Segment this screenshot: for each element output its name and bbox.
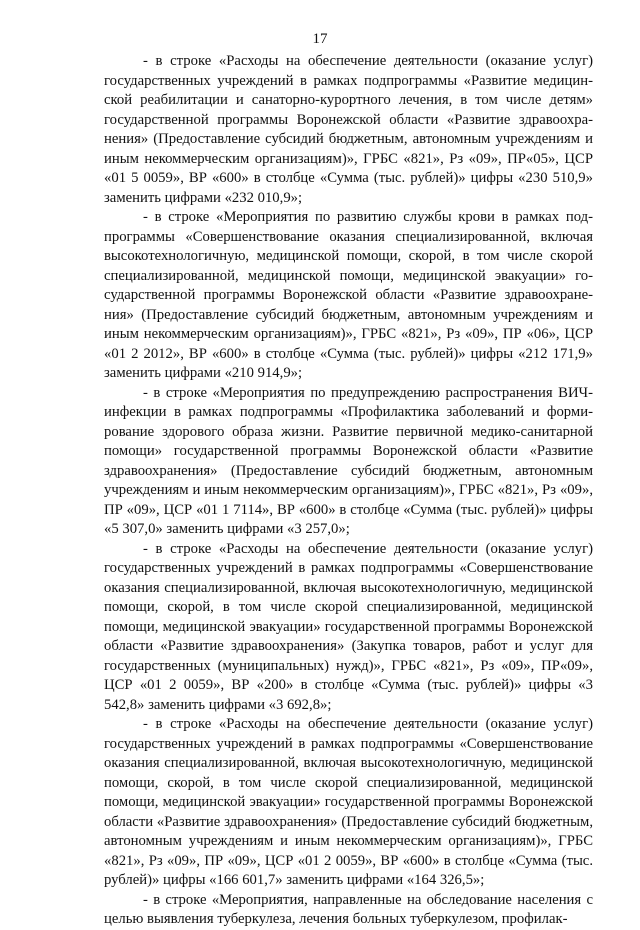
paragraph-4: - в строке «Расходы на обеспечение деятельности (оказание услуг) государственных учреждений в рамках подпрограммы «Совершенствование оказания специализированной, включая высокотехнологичную, медицинской помощи, скорой, в том числе скорой специализированной, медицинской помощи, медицинской эвакуации» государственной программы Воронежской области «Развитие здравоохранения» (Закупка товаров, работ и услуг для государственных (муниципальных) нужд)», ГРБС «821», Рз «09», ПР«09», ЦСР «01 2 0059», ВР «200» в столбце «Сумма (тыс. рублей)» цифры «3 542,8» заменить цифрами «3 692,8»; [104, 540, 593, 713]
document-body [104, 52, 593, 930]
paragraph-6: - в строке «Мероприятия, направленные на обследование населения с целью выявления туберкулеза, лечения больных туберкулезом, профилак- [104, 891, 593, 927]
page-number: 17 [312, 31, 328, 47]
paragraph-2: - в строке «Мероприятия по развитию службы крови в рамках подпрограммы «Совершенствование оказания специализированной, включая высокотехнологичную, медицинской помощи, скорой, в том числе скорой специализированной, медицинской помощи, медицинской эвакуации» государственной программы Воронежской области «Развитие здравоохранения» (Предоставление субсидий бюджетным, автономным учреждениям и иным некоммерческим организациям)», ГРБС «821», Рз «09», ПР «06», ЦСР «01 2 2012», ВР «600» в столбце «Сумма (тыс. рублей)» цифры «212 171,9» заменить цифрами «210 914,9»; [104, 209, 593, 381]
paragraph-5: - в строке «Расходы на обеспечение деятельности (оказание услуг) государственных учреждений в рамках подпрограммы «Совершенствование оказания специализированной, включая высокотехнологичную, медицинской помощи, скорой, в том числе скорой специализированной, медицинской помощи, медицинской эвакуации» государственной программы Воронежской области «Развитие здравоохранения» (Предоставление субсидий бюджетным, автономным учреждениям и иным некоммерческим организациям)», ГРБС «821», Рз «09», ПР «09», ЦСР «01 2 0059», ВР «600» в столбце «Сумма (тыс. рублей)» цифры «166 601,7» заменить цифрами «164 326,5»; [104, 716, 593, 888]
paragraph-3: - в строке «Мероприятия по предупреждению распространения ВИЧ-инфекции в рамках подпрограммы «Профилактика заболеваний и формирование здорового образа жизни. Развитие первичной медико-санитарной помощи» государственной программы Воронежской области «Развитие здравоохранения» (Предоставление субсидий бюджетным, автономным учреждениям и иным некоммерческим организациям)», ГРБС «821», Рз «09», ПР «09», ЦСР «01 1 7114», ВР «600» в столбце «Сумма (тыс. рублей)» цифры «5 307,0» заменить цифрами «3 257,0»; [104, 384, 593, 537]
paragraph-1: - в строке «Расходы на обеспечение деятельности (оказание услуг) государственных учреждений в рамках подпрограммы «Развитие медицинской реабилитации и санаторно-курортного лечения, в том числе детям» государственной программы Воронежской области «Развитие здравоохранения» (Предоставление субсидий бюджетным, автономным учреждениям и иным некоммерческим организациям)», ГРБС «821», Рз «09», ПР«05», ЦСР «01 5 0059», ВР «600» в столбце «Сумма (тыс. рублей)» цифры «230 510,9» заменить цифрами «232 010,9»; [104, 53, 593, 206]
